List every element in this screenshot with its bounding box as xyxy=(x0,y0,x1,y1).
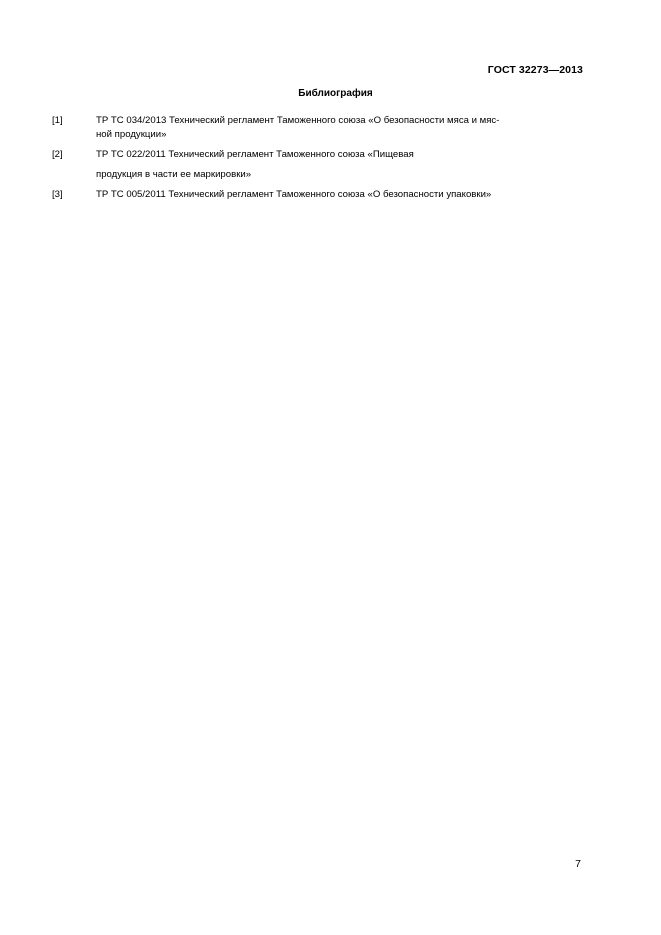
entry-line: ТР ТС 022/2011 Технический регламент Таможенного союза «Пищевая xyxy=(96,149,414,160)
entry-line: продукция в части ее маркировки» xyxy=(96,169,252,180)
entry-text xyxy=(96,148,582,182)
entry-line: ной продукции» xyxy=(96,129,167,140)
entry-number: [2] xyxy=(52,149,63,160)
bibliography-list xyxy=(52,114,582,208)
entry-line: ТР ТС 034/2013 Технический регламент Таможенного союза «О безопасности мяса и мяс- xyxy=(96,115,500,126)
entry-line: ТР ТС 005/2011 Технический регламент Таможенного союза «О безопасности упаковки» xyxy=(96,189,492,200)
entry-text xyxy=(96,188,582,202)
bibliography-title: Библиография xyxy=(298,88,373,99)
bibliography-entry xyxy=(52,114,582,142)
entry-number: [1] xyxy=(52,115,63,126)
bibliography-entry xyxy=(52,188,582,202)
entry-text xyxy=(96,114,582,142)
entry-number: [3] xyxy=(52,189,63,200)
bibliography-entry xyxy=(52,148,582,182)
page-number: 7 xyxy=(575,858,581,870)
standard-code: ГОСТ 32273—2013 xyxy=(487,64,583,76)
